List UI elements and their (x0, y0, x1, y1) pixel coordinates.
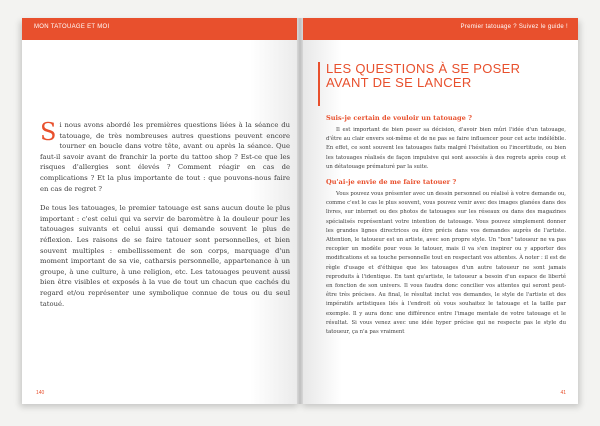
title-accent-bar (318, 62, 320, 106)
dropcap: S (40, 118, 57, 146)
section-1-paragraph: Il est important de bien peser sa décision, d'avoir bien mûri l'idée d'un tatouage, d'être au clair envers soi-même et de ne pas se faire influencer pour cet acte indélébile. En effet, ce sont souvent les tatouages faits malgré l'hésitation ou l'incertitude, ou bien les tatouages réalisés de façon impulsive qui sont associés à des regrets après coup et un détatouage prématuré par la suite. (326, 127, 566, 170)
right-page-number: 41 (560, 390, 566, 396)
section-title: LES QUESTIONS À SE POSER AVANT DE SE LANCER (326, 61, 521, 90)
left-paragraph-1 (40, 120, 290, 194)
right-body-text (326, 114, 566, 343)
subheading-1: Suis-je certain de vouloir un tatouage ? (326, 114, 472, 122)
left-page-number: 140 (36, 390, 45, 396)
left-paragraph-2: De tous les tatouages, le premier tatouage est sans aucun doute le plus important : c'est celui qui va servir de baromètre à la douleur pour les tatouages suivants et celui aussi qui demande souvent le plus de réflexion. Les raisons de se faire tatouer sont personnelles, et bien souvent multiples : embellissement de son corps, marquage d'un moment important de sa vie, catharsis personnelle, appartenance à un groupe, à une culture, à une religion, etc. Les tatouages peuvent aussi bien être visibles et exposés à la vue de tout un chacun que cachés du regard et/ou représenter une symbolique connue de tous ou du seul tatoué. (40, 204, 290, 308)
right-page (300, 18, 578, 404)
left-paragraph-1-text: i nous avons abordé les premières questions liées à la séance du tatouage, de très nombreuses autres questions peuvent encore tourner en boucle dans votre tête, avant ou après la séance. Que faut-il savoir avant de franchir la porte du tattoo shop ? Est-ce que les risques d'allergies sont élevés ? Comment réagir en cas de complications ? Et la plus importante de tout : que pouvons-nous faire en cas de regret ? (40, 121, 290, 193)
book-spine (297, 18, 303, 404)
open-book (22, 18, 578, 404)
right-running-header (300, 18, 578, 40)
left-header-text: MON TATOUAGE ET MOI (34, 24, 110, 30)
section-2-paragraph: Vous pouvez vous présenter avec un dessin personnel ou réalisé à votre demande ou, comme c'est le cas le plus souvent, vous pouvez venir avec des images glanées dans des livres, sur internet ou des photos de tatouages sur les réseaux ou dans des magazines spécialisés représentant votre intention de tatouage. Vous pouvez simplement donner les grandes lignes directrices ou être précis dans vos demandes auprès de l'artiste. Attention, le tatoueur est un artiste, avec son propre style. Un "bon" tatoueur ne va pas recopier un modèle pour vous le tatouer, mais il va s'en inspirer ou y apporter des modifications et sa touche personnelle tout en respectant vos attentes. À noter : il est de règle d'usage et d'éthique que les tatouages d'un autre tatoueur ne sont jamais reproduits à l'identique. En tant qu'artiste, le tatoueur a besoin d'un espace de liberté en fonction de son univers. Il vous faudra donc concilier vos attentes qui seront peut-être très précises. Au final, le résultat inclut vos demandes, le style de l'artiste et des impératifs artistiques liés à l'endroit où vous souhaitez le tatouage et la taille par exemple. Il y aura donc une différence entre l'image mentale de votre tatouage et le résultat. Si vous venez avec une idée hyper précise qui ne respecte pas le style du tatoueur, ça n'a pas vraiment (326, 191, 566, 336)
right-header-text: Premier tatouage ? Suivez le guide ! (460, 24, 568, 30)
left-running-header (22, 18, 300, 40)
subheading-2: Qu'ai-je envie de me faire tatouer ? (326, 178, 457, 187)
left-body-text (40, 120, 290, 318)
left-page (22, 18, 300, 404)
